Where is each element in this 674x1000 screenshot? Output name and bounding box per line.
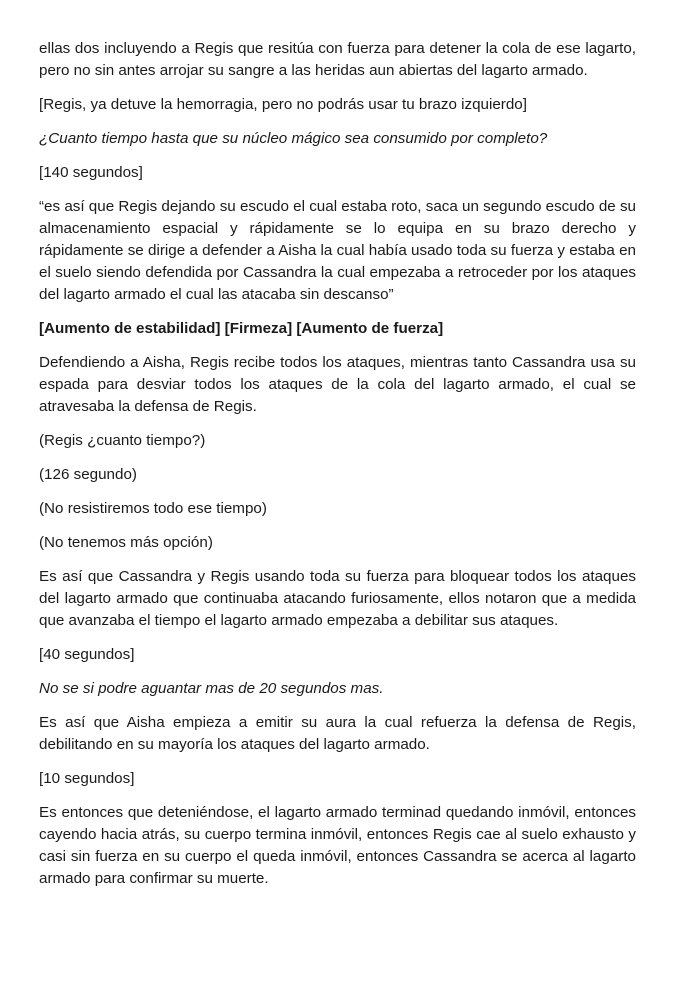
paragraph-2: [Regis, ya detuve la hemorragia, pero no podrás usar tu brazo izquierdo] [39, 96, 527, 113]
paragraph-5: “es así que Regis dejando su escudo el cual estaba roto, saca un segundo escudo de su almacenamiento espacial y rápidamente se lo equipa en su brazo derecho y rápidamente se dirige a defender a Aisha la cual había usado toda su fuerza y estaba en el suelo siendo defendida por Cassandra la cual empezaba a retroceder por los ataques del lagarto armado el cual las atacaba sin descanso” [39, 198, 636, 303]
paragraph-10: (No resistiremos todo ese tiempo) [39, 500, 267, 517]
paragraph-15: Es así que Aisha empieza a emitir su aura la cual refuerza la defensa de Regis, debilitando en su mayoría los ataques del lagarto armado. [39, 714, 636, 753]
paragraph-8: (Regis ¿cuanto tiempo?) [39, 432, 206, 449]
paragraph-6: [Aumento de estabilidad] [Firmeza] [Aumento de fuerza] [39, 320, 444, 337]
paragraph-4: [140 segundos] [39, 164, 143, 181]
paragraph-1: ellas dos incluyendo a Regis que resitúa con fuerza para detener la cola de ese lagarto, pero no sin antes arrojar su sangre a las heridas aun abiertas del lagarto armado. [39, 40, 636, 79]
paragraph-9: (126 segundo) [39, 466, 137, 483]
paragraph-16: [10 segundos] [39, 770, 135, 787]
document-body [39, 38, 636, 902]
paragraph-14: No se si podre aguantar mas de 20 segundos mas. [39, 680, 384, 697]
paragraph-7: Defendiendo a Aisha, Regis recibe todos los ataques, mientras tanto Cassandra usa su espada para desviar todos los ataques de la cola del lagarto armado, el cual se atravesaba la defensa de Regis. [39, 354, 636, 415]
paragraph-13: [40 segundos] [39, 646, 135, 663]
paragraph-11: (No tenemos más opción) [39, 534, 213, 551]
paragraph-12: Es así que Cassandra y Regis usando toda su fuerza para bloquear todos los ataques del lagarto armado que continuaba atacando furiosamente, ellos notaron que a medida que avanzaba el tiempo el lagarto armado empezaba a debilitar sus ataques. [39, 568, 636, 629]
paragraph-17: Es entonces que deteniéndose, el lagarto armado terminad quedando inmóvil, entonces cayendo hacia atrás, su cuerpo termina inmóvil, entonces Regis cae al suelo exhausto y casi sin fuerza en su cuerpo el queda inmóvil, entonces Cassandra se acerca al lagarto armado para confirmar su muerte. [39, 804, 636, 887]
paragraph-3: ¿Cuanto tiempo hasta que su núcleo mágico sea consumido por completo? [39, 130, 548, 147]
